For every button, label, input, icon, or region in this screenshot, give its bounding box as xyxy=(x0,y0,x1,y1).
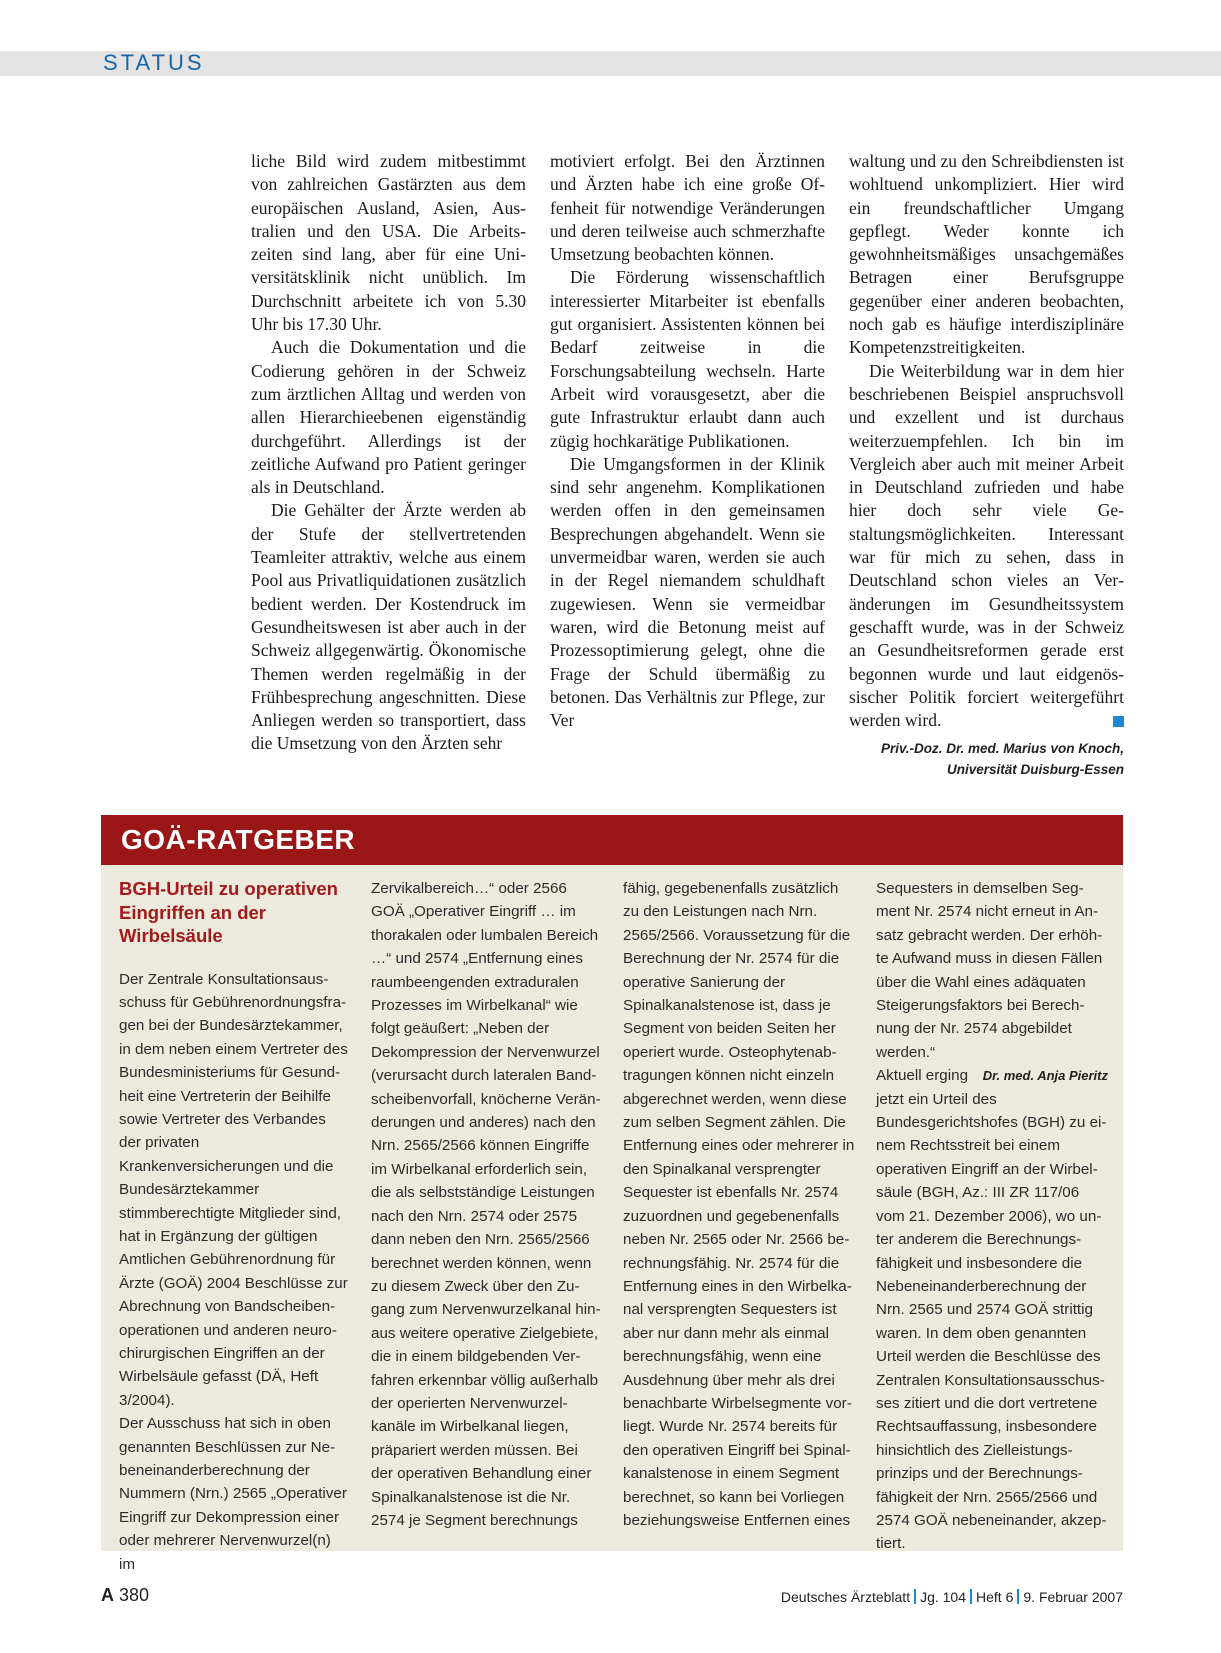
goa-ratgeber-box xyxy=(101,815,1123,1573)
box-title: GOÄ-RATGEBER xyxy=(121,824,356,855)
box-column-3 xyxy=(623,877,855,1532)
article-paragraph-last xyxy=(849,360,1124,733)
separator xyxy=(914,1589,916,1604)
author-name: Priv.-Doz. Dr. med. Marius von Knoch, xyxy=(880,741,1124,757)
box-paragraph: Sequesters in demselben Segment Nr. 2574 nicht erneut in Ansatz gebracht werden. Der erhöhte Aufwand muss in diesen Fällen über die Wahl eines adäquaten Steigerungsfaktors bei Berechnung der Nr. 2574 abgebildet werden.“ xyxy=(876,880,1103,1061)
author-affiliation: Universität Duisburg-Essen xyxy=(946,762,1124,778)
end-of-article-square-icon xyxy=(1113,716,1124,727)
box-paragraph: Der Ausschuss hat sich in oben genannten Beschlüssen zur Nebeneinanderberechnung der Nummern (Nrn.) 2565 „Operativer Eingriff zur Dekompression einer oder mehrerer Nervenwurzel(n) im xyxy=(119,1415,347,1573)
article-column-2 xyxy=(550,150,825,732)
box-header xyxy=(101,815,1123,865)
separator xyxy=(1017,1589,1019,1604)
box-paragraph-text: Aktuell erging jetzt ein Urteil des Bundesgerichtshofes (BGH) zu einem Rechtsstreit bei einem operativen Eingriff an der Wirbelsäule (BGH, Az.: III ZR 117/06 vom 21. Dezember 2006), wo unter anderem die Berechnungsfähigkeit und insbesondere die Nebeneinanderberechnung der Nrn. 2565 und 2574 GOÄ strittig waren. In dem oben genannten Urteil werden die Beschlüsse des Zentralen Konsultationsausschusses zitiert und die dort vertretene Rechtsauffassung, insbesondere hinsichtlich des Zielleistungsprinzips und der Berechnungsfähigkeit der Nrn. 2565/2566 und 2574 GOÄ nebeneinander, akzeptiert. xyxy=(876,1067,1107,1553)
article-column-1 xyxy=(251,150,526,756)
article-paragraph: Die Umgangsformen in der Klinik sind sehr angenehm. Komplikationen werden offen in den gemeinsamen Besprechungen abgehandelt. Wenn sie unvermeidbar waren, werden sie auch in der Regel niemandem schuldhaft zugewiesen. Wenn sie vermeidbar waren, wird die Betonung meist auf Prozessoptimierung gelegt, ohne die Frage der Schuld übermäßig zu betonen. Das Verhältnis zur Pflege, zur Ver xyxy=(550,453,825,731)
separator xyxy=(970,1589,972,1604)
box-author: Dr. med. Anja Pieritz xyxy=(982,1068,1108,1084)
article-paragraph: Auch die Dokumentation und die Codierung gehören in der Schweiz zum ärztlichen Alltag und werden von allen Hierarchieebenen eigenständig durchgeführt. Allerdings ist der zeitliche Aufwand pro Patient geringer als in Deutschland. xyxy=(251,337,526,498)
box-paragraph-last xyxy=(876,1064,1108,1556)
article-paragraph: motiviert erfolgt. Bei den Ärztinnen und Ärzten habe ich eine große Offenheit für notwendige Veränderungen und deren teilweise auch schmerzhafte Umsetzung beobachten können. xyxy=(550,151,825,265)
page-number xyxy=(101,1584,149,1606)
journal-volume: Jg. 104 xyxy=(920,1589,967,1605)
box-paragraph: fähig, gegebenenfalls zusätzlich zu den Leistungen nach Nrn. 2565/2566. Voraussetzung für die Berechnung der Nr. 2574 für die operative Sanierung der Spinalkanalstenose ist, dass je Segment von beiden Seiten her operiert wurde. Osteophytenabtragungen können nicht einzeln abgerechnet werden, wenn diese zum selben Segment zählen. Die Entfernung eines oder mehrerer in den Spinalkanal versprengter Sequester ist ebenfalls Nr. 2574 zuzuordnen und gegebenenfalls neben Nr. 2565 oder Nr. 2566 berechnungsfähig. Nr. 2574 für die Entfernung eines in den Wirbelkanal versprengten Sequesters ist aber nur dann mehr als einmal berechnungsfähig, wenn eine Ausdehnung über mehr als drei benachbarte Wirbelsegmente vorliegt. Wurde Nr. 2574 bereits für den operativen Eingriff bei Spinalkanalstenose in einem Segment berechnet, so kann bei Vorliegen beziehungsweise Entfernen eines xyxy=(623,880,855,1529)
article-author xyxy=(849,738,1124,780)
page-prefix: A xyxy=(101,1585,114,1605)
journal-date: 9. Februar 2007 xyxy=(1023,1589,1123,1605)
box-subtitle: BGH-Urteil zu operativen Eingriffen an der Wirbelsäule xyxy=(119,878,338,946)
box-paragraph: Der Zentrale Konsultationsausschuss für Gebührenordnungsfragen bei der Bundesärztekammer, in dem neben einem Vertreter des Bundesministeriums für Gesundheit eine Vertreterin der Beihilfe sowie Vertreter des Verbandes der privaten Krankenversicherungen und die Bundesärztekammer stimmberechtigte Mitglieder sind, hat in Ergänzung der gültigen Amtlichen Gebührenordnung für Ärzte (GOÄ) 2004 Beschlüsse zur Abrechnung von Bandscheibenoperationen und anderen neurochirurgischen Eingriffen an der Wirbelsäule gefasst (DÄ, Heft 3/2004). xyxy=(119,970,348,1409)
box-paragraph: Zervikalbereich…“ oder 2566 GOÄ „Operativer Eingriff … im thorakalen oder lumbalen Bereich …“ und 2574 „Entfernung eines raumbeengenden extraduralen Prozesses im Wirbelkanal“ wie folgt geäußert: „Neben der Dekompression der Nervenwurzel (verursacht durch lateralen Bandscheibenvorfall, knöcherne Veränderungen und anderes) nach den Nrn. 2565/2566 können Eingriffe im Wirbelkanal erforderlich sein, die als selbstständige Leistungen nach den Nrn. 2574 oder 2575 dann neben den Nrn. 2565/2566 berechnet werden können, wenn zu diesem Zweck über den Zugang zum Nervenwurzelkanal hinaus weitere operative Zielgebiete, die in einem bildgebenden Verfahren erkennbar völlig außerhalb der operierten Nervenwurzelkanäle im Wirbelkanal liegen, präpariert werden müssen. Bei der operativen Behandlung einer Spinalkanalstenose ist die Nr. 2574 je Segment berechnungs xyxy=(371,880,601,1529)
box-column-2 xyxy=(371,877,603,1532)
article-paragraph: Die Gehälter der Ärzte werden ab der Stufe der stellvertretenden Teamleiter attraktiv, welche aus einem Pool aus Privatliquidationen zusätzlich bedient werden. Der Kostendruck im Gesundheitswesen ist aber auch in der Schweiz allgegenwärtig. Ökonomische Themen werden regelmäßig in der Frühbesprechung angeschnitten. Diese Anliegen werden so transportiert, dass die Umsetzung von den Ärzten sehr xyxy=(251,500,526,754)
article-paragraph-text: Die Weiterbildung war in dem hier beschriebenen Beispiel anspruchsvoll und exzellent und ist durchaus weiterzuempfehlen. Ich bin im Vergleich aber auch mit meiner Arbeit in Deutschland zufrieden und habe hier doch sehr viele Gestaltungsmöglichkeiten. Interessant war für mich zu sehen, dass in Deutschland schon vieles an Veränderungen im Gesundheitssystem geschafft wurde, was in der Schweiz an Gesundheitsreformen gerade erst begonnen wurde und laut eidgenössischer Politik forciert weitergeführt werden wird. xyxy=(849,360,1124,731)
journal-info xyxy=(781,1588,1123,1606)
journal-name: Deutsches Ärzteblatt xyxy=(780,1589,911,1605)
section-label: STATUS xyxy=(103,50,205,75)
box-column-4 xyxy=(876,877,1108,1556)
article-paragraph: liche Bild wird zudem mitbestimmt von zahlreichen Gastärzten aus dem europäischen Ausland, Asien, Australien und den USA. Die Arbeitszeiten sind lang, aber für eine Universitätsklinik nicht unüblich. Im Durchschnitt arbeitete ich von 5.30 Uhr bis 17.30 Uhr. xyxy=(251,151,526,335)
journal-issue: Heft 6 xyxy=(976,1589,1014,1605)
article-paragraph: Die Förderung wissenschaftlich interessierter Mitarbeiter ist ebenfalls gut organisiert. Assistenten können bei Bedarf zeitweise in die Forschungsabteilung wechseln. Harte Arbeit wird vorausgesetzt, aber die gute Infrastruktur erlaubt dann auch zügig hochkarätige Publikationen. xyxy=(550,267,825,451)
article-paragraph: waltung und zu den Schreibdiensten ist wohltuend unkompliziert. Hier wird ein freundschaftlicher Umgang gepflegt. Weder konnte ich gewohnheitsmäßiges unsachgemäßes Betragen einer Berufsgruppe gegenüber einer anderen beobachten, noch gab es häufige interdisziplinäre Kompetenzstreitigkeiten. xyxy=(849,151,1124,358)
box-column-1 xyxy=(119,877,351,1576)
page-number-value: 380 xyxy=(119,1585,150,1605)
article-column-3 xyxy=(849,150,1124,780)
